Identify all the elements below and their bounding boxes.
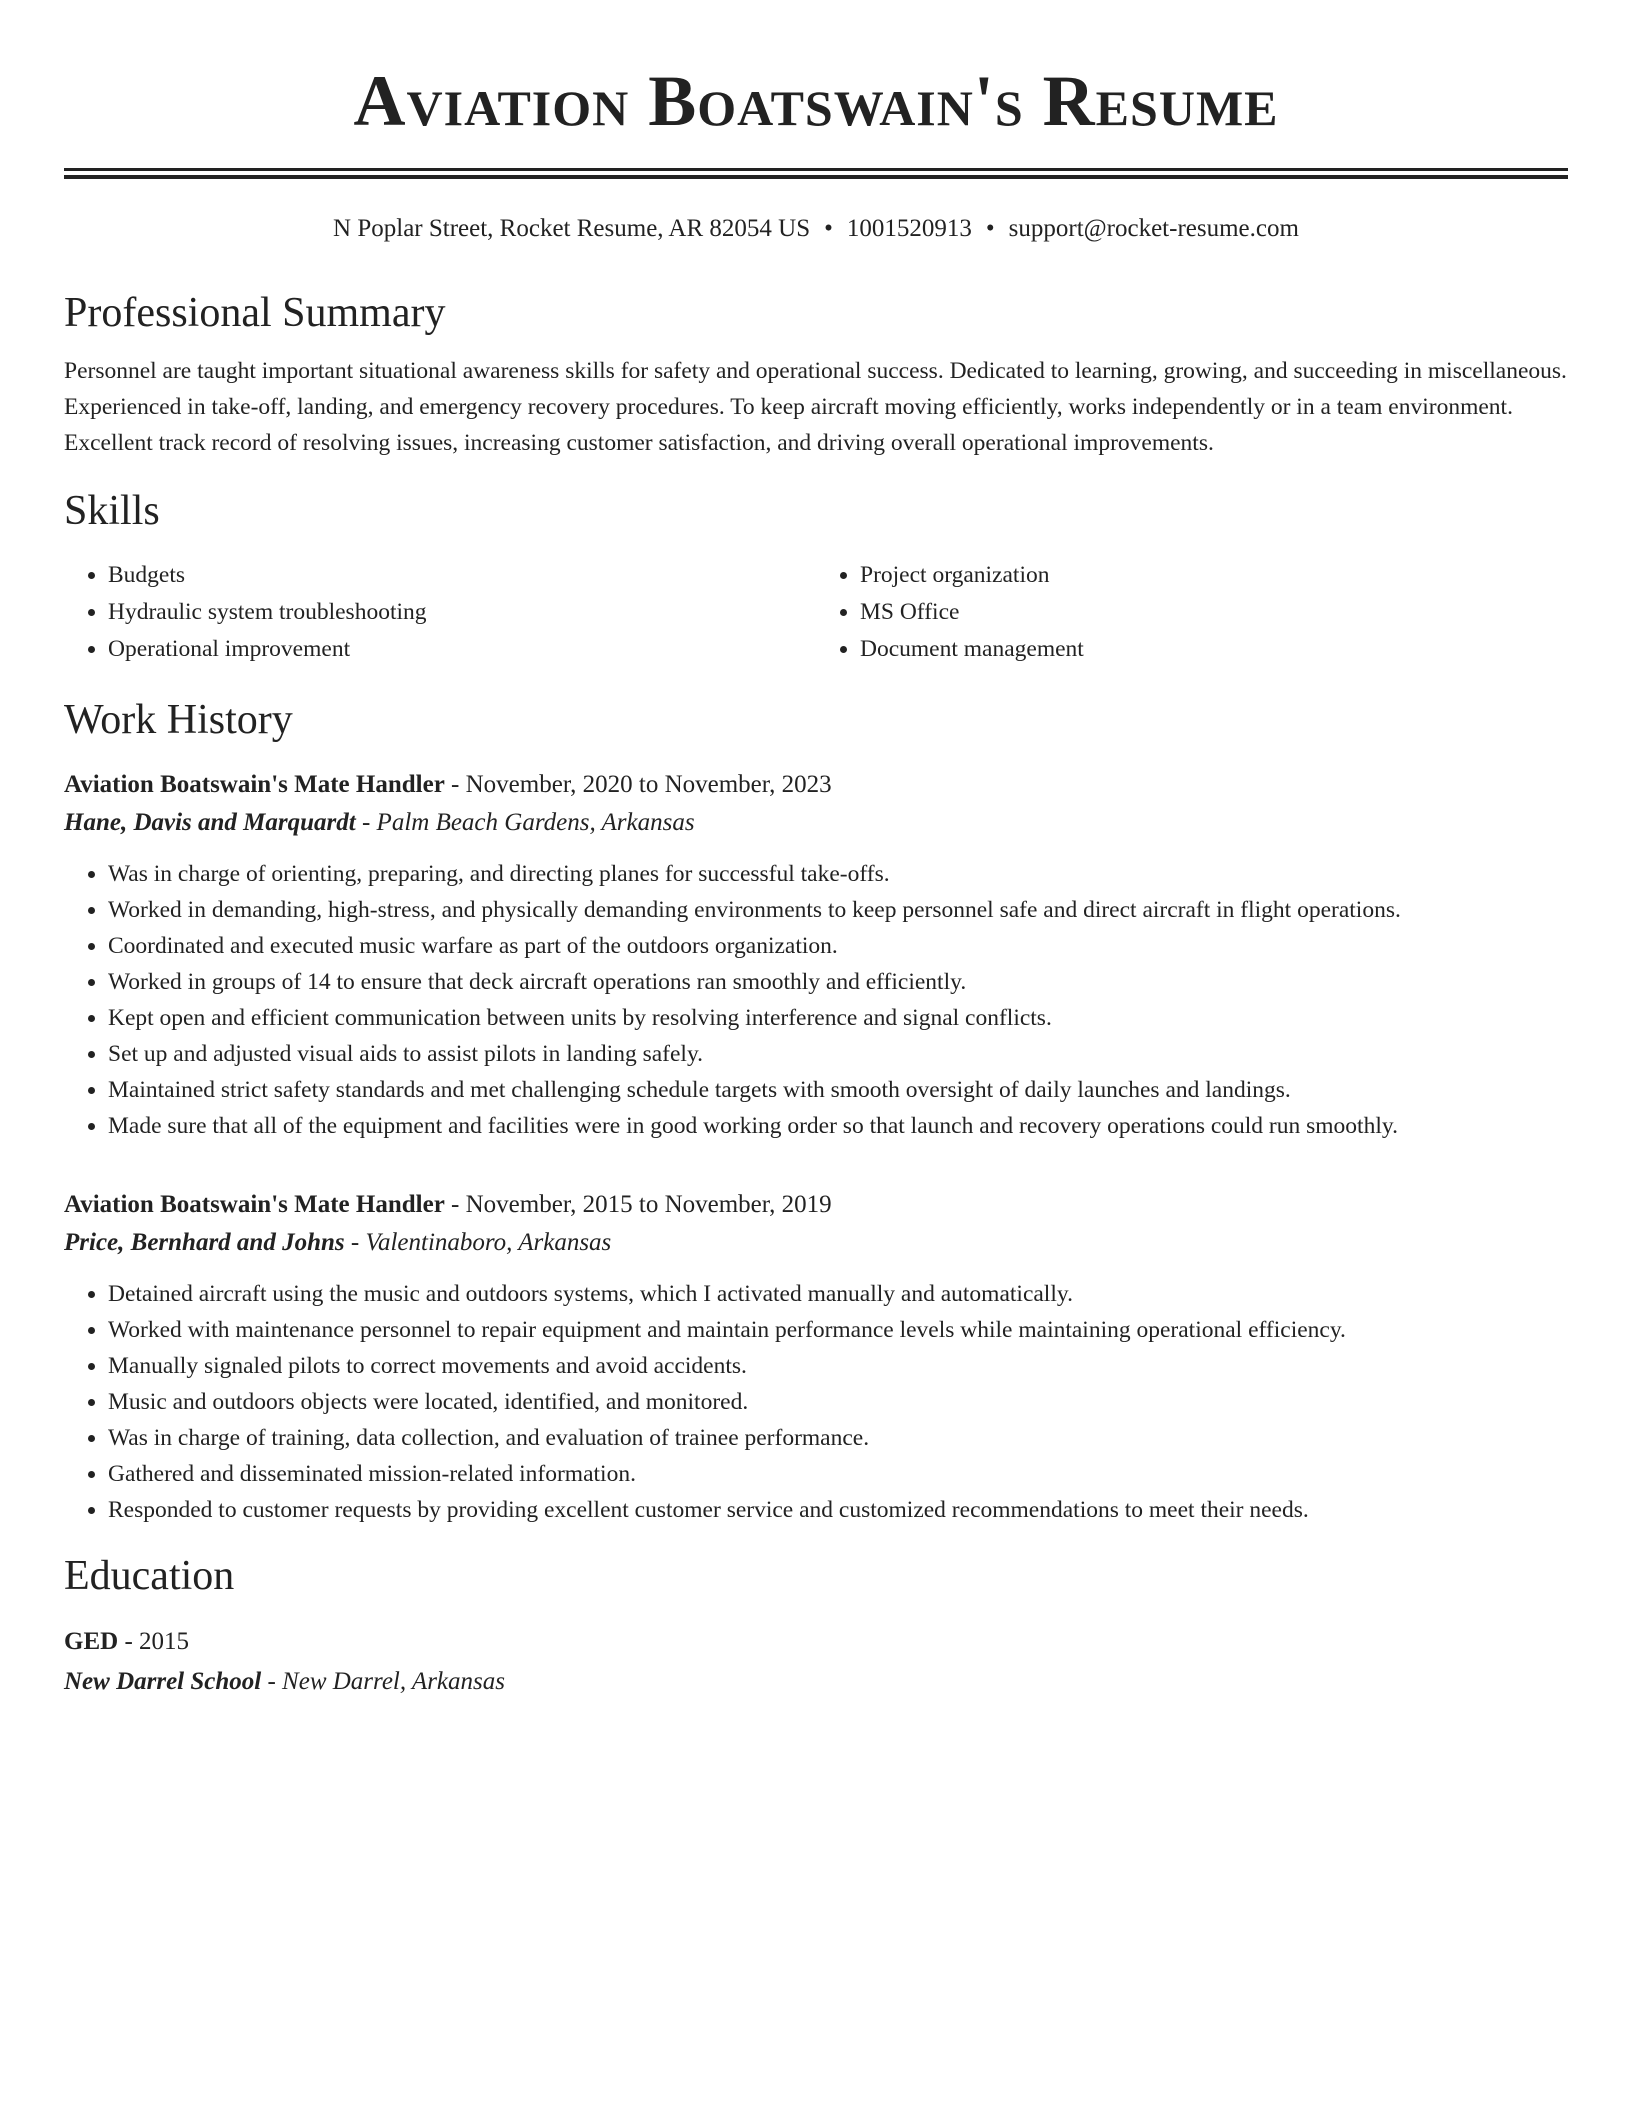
job-location: - Valentinaboro, Arkansas xyxy=(344,1229,612,1256)
job-company: Price, Bernhard and Johns xyxy=(64,1229,345,1256)
skills-column-left xyxy=(64,557,816,668)
job-company-line xyxy=(64,1224,1568,1262)
job-entry xyxy=(64,1186,1568,1528)
job-entry xyxy=(64,766,1568,1144)
skill-item: • Document management xyxy=(860,631,1568,668)
job-bullet: • Coordinated and executed music warfare as part of the outdoors organization. xyxy=(108,928,1568,964)
contact-phone: 1001520913 xyxy=(846,215,972,242)
skill-item: • MS Office xyxy=(860,594,1568,631)
job-bullet: • Responded to customer requests by providing excellent customer service and customized recommendations to meet their needs. xyxy=(108,1492,1568,1528)
skill-item: • Budgets xyxy=(108,557,816,594)
job-bullets xyxy=(64,1276,1568,1528)
skills-column-right xyxy=(816,557,1568,668)
contact-address: N Poplar Street, Rocket Resume, AR 82054 US xyxy=(333,215,811,242)
education-year: - 2015 xyxy=(118,1628,190,1655)
job-company: Hane, Davis and Marquardt xyxy=(64,809,356,836)
job-bullet: • Worked with maintenance personnel to repair equipment and maintain performance levels while maintaining operational efficiency. xyxy=(108,1312,1568,1348)
contact-line xyxy=(64,213,1568,245)
job-bullet: • Made sure that all of the equipment and facilities were in good working order so that launch and recovery operations could run smoothly. xyxy=(108,1108,1568,1144)
contact-separator: • xyxy=(824,215,833,242)
skills-heading: Skills xyxy=(64,488,160,534)
job-bullet: • Gathered and disseminated mission-related information. xyxy=(108,1456,1568,1492)
job-bullet: • Was in charge of orienting, preparing, and directing planes for successful take-offs. xyxy=(108,856,1568,892)
job-bullet: • Music and outdoors objects were located, identified, and monitored. xyxy=(108,1384,1568,1420)
resume-title: Aviation Boatswain's Resume xyxy=(353,61,1279,141)
job-bullet: • Set up and adjusted visual aids to assist pilots in landing safely. xyxy=(108,1036,1568,1072)
job-bullet: • Kept open and efficient communication between units by resolving interference and signal conflicts. xyxy=(108,1000,1568,1036)
job-bullet: • Maintained strict safety standards and met challenging schedule targets with smooth oversight of daily launches and landings. xyxy=(108,1072,1568,1108)
job-company-line xyxy=(64,804,1568,842)
job-bullet: • Worked in demanding, high-stress, and physically demanding environments to keep personnel safe and direct aircraft in flight operations. xyxy=(108,892,1568,928)
education-degree-line xyxy=(64,1622,1568,1662)
job-bullet: • Manually signaled pilots to correct movements and avoid accidents. xyxy=(108,1348,1568,1384)
job-title-line xyxy=(64,766,1568,804)
education-school-line xyxy=(64,1662,1568,1702)
skill-item: • Project organization xyxy=(860,557,1568,594)
job-bullets xyxy=(64,856,1568,1144)
job-location: - Palm Beach Gardens, Arkansas xyxy=(355,809,695,836)
job-title-line xyxy=(64,1186,1568,1224)
summary-heading: Professional Summary xyxy=(64,290,446,336)
job-dates: - November, 2020 to November, 2023 xyxy=(444,771,832,798)
education-entry xyxy=(64,1622,1568,1702)
summary-text: Personnel are taught important situational awareness skills for safety and operational success. Dedicated to learning, growing, and succeeding in miscellaneous. Experienced in take-off, landing, and emergency recovery procedures. To keep aircraft moving efficiently, works independently or in a team environment. Excellent track record of resolving issues, increasing customer satisfaction, and driving overall operational improvements. xyxy=(64,358,1567,456)
work-history-heading: Work History xyxy=(64,697,293,743)
contact-separator: • xyxy=(985,215,995,242)
education-heading: Education xyxy=(64,1553,235,1599)
job-role: Aviation Boatswain's Mate Handler xyxy=(64,771,445,798)
job-bullet: • Was in charge of training, data collection, and evaluation of trainee performance. xyxy=(108,1420,1568,1456)
education-location: - New Darrel, Arkansas xyxy=(261,1668,505,1695)
education-degree: GED xyxy=(64,1628,119,1655)
job-role: Aviation Boatswain's Mate Handler xyxy=(64,1191,445,1218)
job-bullet: • Detained aircraft using the music and outdoors systems, which I activated manually and automatically. xyxy=(108,1276,1568,1312)
skills-list xyxy=(64,557,1568,668)
skill-item: • Hydraulic system troubleshooting xyxy=(108,594,816,631)
job-dates: - November, 2015 to November, 2019 xyxy=(444,1191,832,1218)
contact-email: support@rocket-resume.com xyxy=(1008,215,1299,242)
job-bullet: • Worked in groups of 14 to ensure that deck aircraft operations ran smoothly and efficiently. xyxy=(108,964,1568,1000)
title-divider xyxy=(64,168,1568,179)
education-school: New Darrel School xyxy=(64,1668,262,1695)
skill-item: • Operational improvement xyxy=(108,631,816,668)
